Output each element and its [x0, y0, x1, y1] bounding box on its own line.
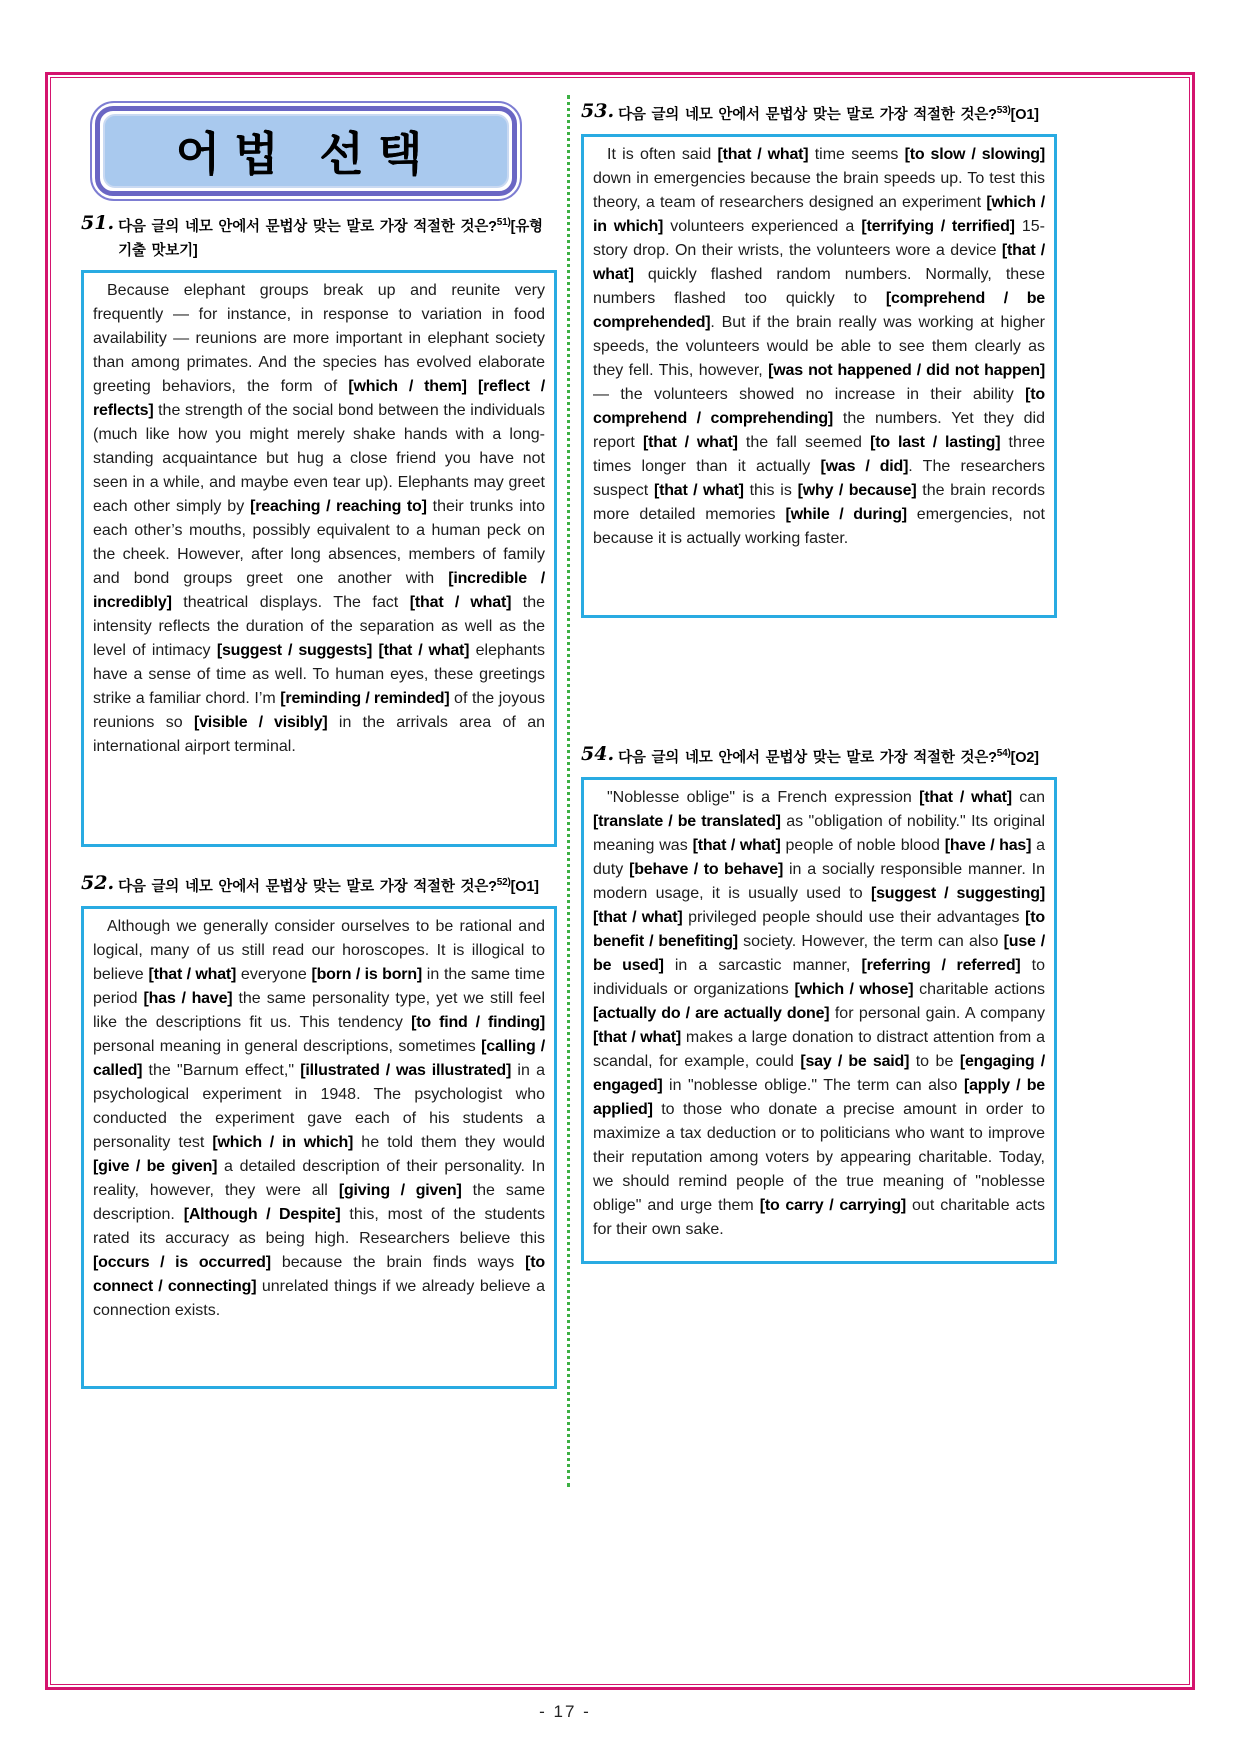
page-border-frame	[45, 72, 1195, 1690]
title-box-ring	[95, 106, 517, 196]
worksheet-title-box	[90, 101, 522, 201]
passage-text-run: the "Barnum effect,"	[142, 1061, 301, 1079]
grammar-choice: [giving / given]	[338, 1181, 462, 1199]
passage-text-run: privileged people should use their advantages	[682, 908, 1026, 926]
passage-text-run: in the arrivals area of an international airport terminal.	[93, 713, 545, 755]
grammar-choice: [reflect / reflects]	[93, 377, 545, 419]
question-source-tag: [O1]	[1010, 106, 1039, 123]
grammar-choice: [that / what]	[717, 145, 809, 163]
passage-text-run: — the volunteers showed no increase in their ability	[593, 385, 1026, 403]
grammar-choice: [incredible / incredibly]	[93, 569, 545, 611]
passage-text-run: theatrical displays. The fact	[171, 593, 410, 611]
passage-box	[81, 270, 557, 847]
grammar-choice: [referring / referred]	[861, 956, 1021, 974]
passage-text-run: the numbers. Yet they did report	[593, 409, 1045, 451]
passage-text-run: of the joyous reunions so	[93, 689, 546, 731]
passage-text-run: personal meaning in general descriptions, sometimes	[93, 1037, 482, 1055]
passage-text-run: in a psychological experiment in 1948. The psychologist who conducted the experiment gave each of his students a personality test	[93, 1061, 545, 1151]
passage-text-run: can	[1011, 788, 1045, 806]
grammar-choice: [illustrated / was illustrated]	[300, 1061, 512, 1079]
question-source-tag: [O1]	[510, 878, 539, 895]
grammar-choice: [comprehend / be comprehended]	[593, 289, 1045, 331]
grammar-choice: [that / what]	[919, 788, 1012, 806]
grammar-choice: [which / in which]	[593, 193, 1045, 235]
passage-text-run: the intensity reflects the duration of the separation as well as the level of intimacy	[93, 593, 546, 659]
grammar-choice: [that / what]	[378, 641, 470, 659]
question-block	[581, 99, 1057, 618]
grammar-choice: [give / be given]	[93, 1157, 218, 1175]
passage-text-run: the strength of the social bond between the individuals (much like how you might merely shake hands with a long-standing acquaintance but hug a close friend you have not seen in a while, and maybe even tear up). Elephants may greet each other simply by	[93, 401, 545, 515]
question-prompt	[118, 211, 557, 263]
question-number: 51.	[81, 212, 115, 234]
grammar-choice: [to benefit / benefiting]	[593, 908, 1046, 950]
grammar-choice: [that / what]	[653, 481, 744, 499]
footnote-ref: 51)	[496, 217, 511, 228]
grammar-choice: [occurs / is occurred]	[93, 1253, 271, 1271]
grammar-choice: [that / what]	[643, 433, 738, 451]
footnote-ref: 53)	[996, 105, 1011, 116]
passage-text-run	[467, 378, 478, 395]
grammar-choice: [that / what]	[692, 836, 781, 854]
left-column	[81, 211, 557, 1389]
passage-text-run: the brain records more detailed memories	[593, 481, 1046, 523]
grammar-choice: [that / what]	[593, 1028, 682, 1046]
grammar-choice: [to comprehend / comprehending]	[593, 385, 1045, 427]
passage-text-run: Although we generally consider ourselves to be rational and logical, many of us still read our horoscopes. It is illogical to believe	[93, 917, 545, 983]
grammar-choice: [suggest / suggesting]	[870, 884, 1045, 902]
passage-text-run: a duty	[593, 836, 1046, 878]
column-divider	[567, 95, 570, 1487]
grammar-choice: [translate / be translated]	[593, 812, 781, 830]
grammar-choice: [to slow / slowing]	[904, 145, 1046, 163]
grammar-choice: [suggest / suggests]	[216, 641, 373, 659]
passage-text-run: to individuals or organizations	[593, 956, 1045, 998]
passage-text-run: "Noblesse oblige" is a French expression	[607, 788, 920, 806]
grammar-choice: [that / what]	[148, 965, 237, 983]
grammar-choice: [why / because]	[797, 481, 917, 499]
grammar-choice: [visible / visibly]	[193, 713, 328, 731]
passage-text-run: in a sarcastic manner,	[663, 956, 862, 974]
grammar-choice: [which / whose]	[794, 980, 914, 998]
passage-text-run: their trunks into each other’s mouths, possibly equivalent to a human peck on the cheek. However, after long absences, members of family and bond groups greet one another with	[93, 497, 545, 587]
passage-text-run: as "obligation of nobility." Its original meaning was	[593, 812, 1046, 854]
passage-text-run: elephants have a sense of time as well. To human eyes, these greetings strike a familiar chord. I’m	[93, 641, 546, 707]
passage-text-run: to be	[909, 1052, 960, 1070]
passage-text-run: makes a large donation to distract attention from a scandal, for example, could	[593, 1028, 1045, 1070]
question-prompt	[618, 742, 1057, 770]
passage-text-run: down in emergencies because the brain speeds up. To test this theory, a team of researchers designed an experiment	[593, 169, 1045, 211]
grammar-choice: [say / be said]	[800, 1052, 910, 1070]
grammar-choice: [that / what]	[409, 593, 512, 611]
passage-text-run: volunteers experienced a	[663, 217, 862, 235]
grammar-choice: [engaging / engaged]	[593, 1052, 1046, 1094]
passage-text-run: time seems	[808, 145, 905, 163]
question-prompt-text: 다음 글의 네모 안에서 문법상 맞는 말로 가장 적절한 것은?	[618, 749, 997, 766]
grammar-choice: [to connect / connecting]	[93, 1253, 546, 1295]
grammar-choice: [behave / to behave]	[629, 860, 784, 878]
passage-text-run: . But if the brain really was working at higher speeds, the volunteers would be able to see them clearly as they fell. This, however,	[593, 313, 1045, 379]
grammar-choice: [to carry / carrying]	[759, 1196, 907, 1214]
title-box-fill	[103, 114, 509, 188]
question-block	[581, 742, 1057, 1264]
passage-text-run: because the brain finds ways	[270, 1253, 526, 1271]
passage-text-run: It is often said	[607, 145, 718, 163]
passage-text-run: for personal gain. A company	[829, 1004, 1046, 1022]
passage-text-run: the same description.	[93, 1181, 545, 1223]
question-prompt	[118, 871, 557, 899]
grammar-choice: [was / did]	[820, 457, 909, 475]
question-header	[81, 211, 557, 263]
grammar-choice: [apply / be applied]	[593, 1076, 1046, 1118]
passage-text-run: quickly flashed random numbers. Normally, these numbers flashed too quickly to	[593, 265, 1045, 307]
passage-text-run: this, most of the students rated its accuracy as being high. Researchers believe this	[93, 1205, 545, 1247]
passage-text-run: the same personality type, yet we still feel like the descriptions fit us. This tendency	[93, 989, 545, 1031]
question-source-tag: [유형 기출 맛보기]	[118, 218, 543, 259]
question-header	[581, 742, 1057, 770]
question-prompt-text: 다음 글의 네모 안에서 문법상 맞는 말로 가장 적절한 것은?	[118, 878, 497, 895]
passage-text-run: to those who donate a precise amount in order to maximize a tax deduction or to politicians who want to improve their reputation among voters by appearing charitable. Today, we should remind people of the true meaning of "noblesse oblige" and urge them	[593, 1100, 1045, 1214]
passage-text-run: everyone	[236, 965, 312, 983]
grammar-choice: [to last / lasting]	[870, 433, 1001, 451]
passage-text-run: out charitable acts for their own sake.	[593, 1196, 1045, 1238]
question-header	[581, 99, 1057, 127]
grammar-choice: [was not happened / did not happen]	[768, 361, 1045, 379]
passage-text-run: the fall seemed	[737, 433, 871, 451]
passage-text-run: Because elephant groups break up and reunite very frequently — for instance, in response to variation in food availability — reunions are more important in elephant society than among primates. And the species has evolved elaborate greeting behaviors, the form of	[93, 281, 545, 395]
grammar-choice: [have / has]	[944, 836, 1032, 854]
grammar-choice: [which / them]	[348, 377, 467, 395]
passage-box	[81, 906, 557, 1389]
footnote-ref: 52)	[496, 876, 511, 888]
passage-text-run: people of noble blood	[780, 836, 945, 854]
footnote-ref: 54)	[996, 747, 1011, 759]
question-header	[81, 871, 557, 899]
grammar-choice: [reaching / reaching to]	[250, 497, 427, 515]
passage-text-run: in "noblesse oblige." The term can also	[662, 1076, 964, 1094]
grammar-choice: [calling / called]	[93, 1037, 545, 1079]
passage-text-run: . The researchers suspect	[593, 457, 1046, 499]
page-title: 어법 선택	[175, 128, 437, 180]
grammar-choice: [to find / finding]	[411, 1013, 546, 1031]
passage-box	[581, 134, 1057, 618]
question-prompt-text: 다음 글의 네모 안에서 문법상 맞는 말로 가장 적절한 것은?	[618, 106, 997, 123]
grammar-choice: [Although / Despite]	[183, 1205, 341, 1223]
passage-text-run: this is	[743, 481, 798, 499]
passage-text-run: a detailed description of their personality. In reality, however, they were all	[93, 1157, 545, 1199]
grammar-choice: [born / is born]	[311, 965, 423, 983]
grammar-choice: [terrifying / terrified]	[861, 217, 1015, 235]
question-block	[81, 871, 557, 1389]
question-source-tag: [O2]	[1010, 749, 1039, 766]
passage-text-run: 15-story drop. On their wrists, the volunteers wore a device	[593, 217, 1046, 259]
passage-text-run: three times longer than it actually	[593, 433, 1046, 475]
passage-text-run: in a socially responsible manner. In modern usage, it is usually used to	[593, 860, 1046, 902]
question-block	[81, 211, 557, 847]
passage-text-run: charitable actions	[913, 980, 1045, 998]
grammar-choice: [while / during]	[785, 505, 907, 523]
question-prompt-text: 다음 글의 네모 안에서 문법상 맞는 말로 가장 적절한 것은?	[118, 218, 497, 235]
grammar-choice: [that / what]	[593, 241, 1045, 283]
passage-box	[581, 777, 1057, 1264]
question-number: 52.	[81, 871, 115, 894]
grammar-choice: [which / in which]	[212, 1133, 354, 1151]
question-number: 54.	[581, 742, 615, 765]
question-number: 53.	[581, 100, 615, 122]
right-column	[581, 99, 1057, 1264]
page-number: - 17 -	[539, 1702, 591, 1721]
grammar-choice: [reminding / reminded]	[280, 689, 450, 707]
question-prompt	[618, 99, 1057, 127]
passage-text-run: emergencies, not because it is actually working faster.	[593, 505, 1045, 547]
passage-text-run: unrelated things if we already believe a connection exists.	[93, 1277, 545, 1319]
grammar-choice: [actually do / are actually done]	[593, 1004, 830, 1022]
grammar-choice: [use / be used]	[593, 932, 1045, 974]
passage-text-run: in the same time period	[93, 965, 546, 1007]
grammar-choice: [that / what]	[593, 908, 683, 926]
passage-text-run: he told them they would	[353, 1133, 546, 1151]
passage-text-run: society. However, the term can also	[737, 932, 1004, 950]
grammar-choice: [has / have]	[143, 989, 233, 1007]
